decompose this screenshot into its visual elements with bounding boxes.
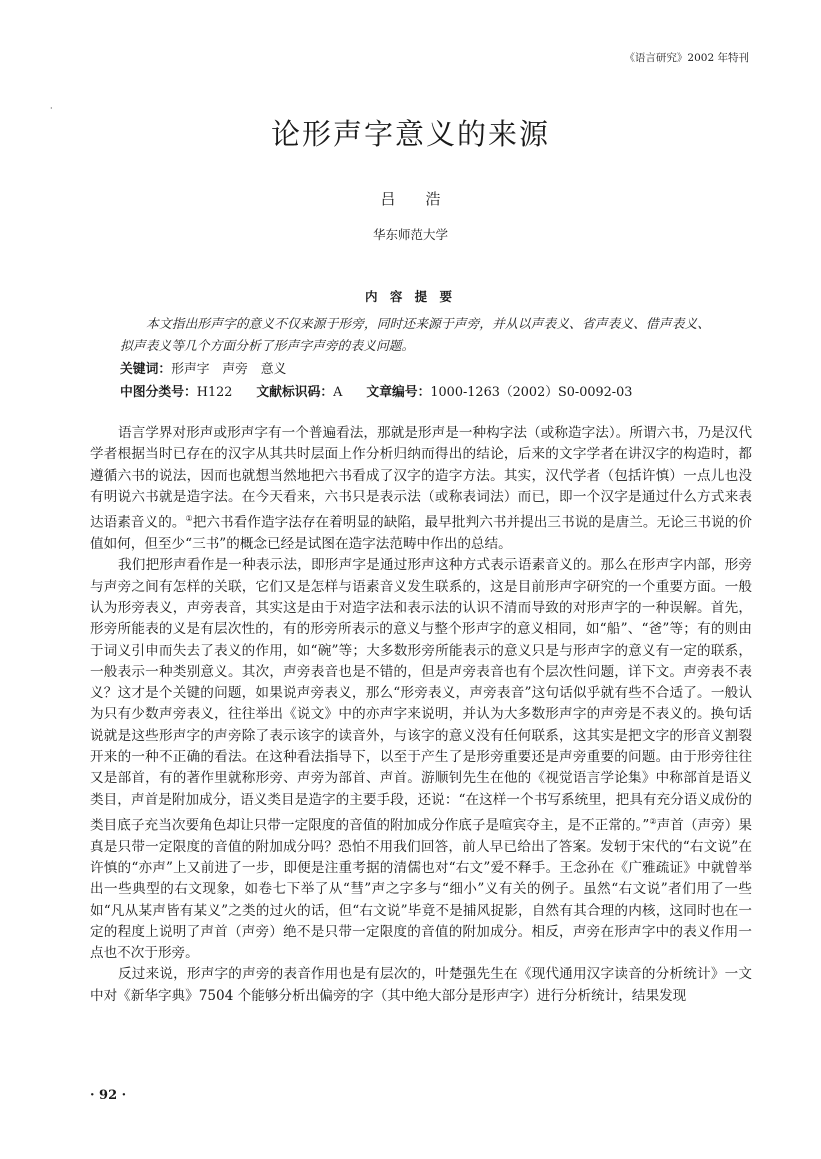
paragraph-1-part-a: 语言学界对形声或形声字有一个普遍看法，那就是形声是一种构字法（或称造字法）。所谓六书，乃是汉代学者根据当时已存在的汉字从其共时层面上作分析归纳而得出的结论，后来的文字学者在讲汉字的构造时，都遵循六书的说法，因而也就想当然地把六书看成了汉字的造字方法。其实，汉代学者（包括许慎）一点儿也没有明说六书就是造字法。在今天看来，六书只是表示法（或称表词法）而已，即一个汉字是通过什么方式来表达语素音义的。 bbox=[90, 425, 752, 531]
classification-line bbox=[120, 381, 632, 400]
doc-code-label: 文献标识码： bbox=[256, 385, 334, 400]
article-no-value: 1000-1263（2002）S0-0092-03 bbox=[430, 385, 633, 400]
paragraph-2 bbox=[90, 555, 752, 964]
author-name: 吕 浩 bbox=[380, 190, 441, 208]
paragraph-3: 反过来说，形声字的声旁的表音作用也是有层次的，叶楚强先生在《现代通用汉字读音的分析统计》一文中对《新华字典》7504 个能够分析出偏旁的字（其中绝大部分是形声字）进行分析统计，结果发现 bbox=[90, 966, 752, 1004]
clc-label: 中图分类号： bbox=[120, 385, 197, 400]
paragraph-1 bbox=[90, 423, 752, 555]
doc-code-value: A bbox=[333, 385, 343, 400]
abstract-heading: 内 容 提 要 bbox=[364, 289, 457, 304]
keywords-value: 形声字 声旁 意义 bbox=[171, 362, 287, 377]
page-number: · 92 · bbox=[90, 1088, 127, 1103]
running-header: 《语言研究》2002 年特刊 bbox=[624, 52, 749, 64]
paragraph-1-part-b: 把六书看作造字法存在着明显的缺陷，最早批判六书并提出三书说的是唐兰。无论三书说的价值如何，但至少“三书”的概念已经是试图在造字法范畴中作出的总结。 bbox=[90, 514, 753, 553]
keywords-line bbox=[120, 358, 286, 377]
body-text bbox=[90, 423, 752, 1007]
keywords-label: 关键词： bbox=[120, 362, 172, 377]
paper-title: 论形声字意义的来源 bbox=[270, 117, 550, 151]
article-no-label: 文章编号： bbox=[366, 385, 431, 400]
paragraph-2-part-a: 我们把形声看作是一种表示法，即形声字是通过形声这种方式表示语素音义的。那么在形声字内部，形旁与声旁之间有怎样的关联，它们又是怎样与语素音义发生联系的，这是目前形声字研究的一个重要方面。一般认为形旁表义，声旁表音，其实这是由于对造字法和表示法的认识不清而导致的对形声字的一种误解。首先，形旁所能表的义是有层次性的，有的形旁所表示的意义与整个形声字的意义相同，如“船”、“爸”等；有的则由于词义引申而失去了表义的作用，如“碗”等；大多数形旁所能表示的意义只是与形声字的意义有一定的联系，一般表示一种类别意义。其次，声旁表音也是不错的，但是声旁表音也有个层次性问题，详下文。声旁表不表义？这才是个关键的问题，如果说声旁表义，那么“形旁表义，声旁表音”这句话似乎就有些不合适了。一般认为只有少数声旁表义，往往举出《说文》中的亦声字来说明，并认为大多数形声字的声旁是不表义的。换句话说就是这些形声字的声旁除了表示该字的读音外，与该字的意义没有任何联系，这其实是把文字的形音义割裂开来的一种不正确的看法。在这种看法指导下，以至于产生了是形旁重要还是声旁重要的问题。由于形旁往往又是部首，有的著作里就称形旁、声旁为部首、声首。游顺钊先生在他的《视觉语言学论集》中称部首是语义类目，声首是附加成分，语义类目是造字的主要手段，还说：“在这样一个书写系统里，把具有充分语义成份的类目底子充当次要角色却让只带一定限度的音值的附加成分作底子是喧宾夺主，是不正常的。” bbox=[90, 557, 752, 834]
clc-value: H122 bbox=[196, 385, 233, 400]
paragraph-2-part-b: 声首（声旁）果真是只带一定限度的音值的附加成分吗？恐怕不用我们回答，前人早已给出了答案。发轫于宋代的“右文说”在许慎的“亦声”上又前进了一步，即便是注重考据的清儒也对“右文”爱不释手。王念孙在《广雅疏证》中就曾举出一些典型的右文现象，如卷七下举了从“彗”声之字多与“细小”义有关的例子。虽然“右文说”者们用了一些如“凡从某声皆有某义”之类的过火的话，但“右文说”毕竟不是捕风捉影，自然有其合理的内核，这同时也在一定的程度上说明了声首（声旁）绝不是只带一定限度的音值的附加成分。相反，声旁在形声字中的表义作用一点也不次于形旁。 bbox=[90, 817, 753, 962]
abstract-text: 本文指出形声字的意义不仅来源于形旁，同时还来源于声旁，并从以声表义、省声表义、借声表义、拟声表义等几个方面分析了形声字声旁的表义问题。 bbox=[120, 317, 710, 354]
author-affiliation: 华东师范大学 bbox=[372, 227, 448, 242]
footnote-marker-2: ② bbox=[649, 816, 657, 826]
footnote-marker-1: ① bbox=[185, 514, 193, 524]
stray-mark: · bbox=[50, 104, 53, 113]
